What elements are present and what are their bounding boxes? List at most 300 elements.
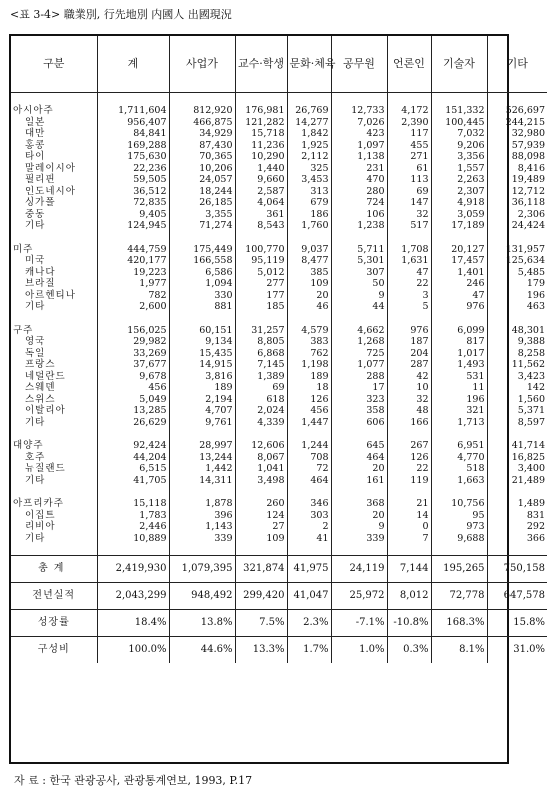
table-cell: 292 (487, 521, 547, 533)
table-cell: 647,578 (487, 583, 547, 610)
table-cell: 1,711,604 (97, 104, 169, 117)
table-cell: 69 (387, 186, 431, 198)
table-cell: 21,489 (487, 475, 547, 487)
table-cell: 195,265 (431, 556, 487, 583)
table-cell: 48 (387, 405, 431, 417)
table-cell: 288 (331, 371, 387, 383)
table-cell: 2,043,299 (97, 583, 169, 610)
row-label: 기타 (25, 532, 46, 544)
table-cell: 948,492 (169, 583, 235, 610)
table-cell: 6,951 (431, 439, 487, 452)
table-cell: 204 (387, 348, 431, 360)
table-row (11, 140, 547, 152)
table-cell: 17,457 (431, 255, 487, 267)
table-cell: 4,918 (431, 197, 487, 209)
table-cell: 396 (169, 510, 235, 522)
table-cell: 47 (431, 290, 487, 302)
table-cell: 1.0% (331, 637, 387, 664)
table-cell: 2,587 (235, 186, 287, 198)
table-cell: 307 (331, 267, 387, 279)
table-cell: 119 (387, 475, 431, 487)
table-cell: 6,099 (431, 324, 487, 337)
table-cell: 11,236 (235, 140, 287, 152)
table-row (11, 220, 547, 232)
table-cell: 339 (331, 533, 387, 545)
table-cell: 20 (331, 510, 387, 522)
table-cell: 196 (431, 394, 487, 406)
row-label: 리비아 (25, 521, 56, 532)
table-row (11, 452, 547, 464)
table-cell: 131,957 (487, 243, 547, 256)
table-cell: 185 (235, 301, 287, 313)
table-cell: 16,825 (487, 452, 547, 464)
table-cell: 385 (287, 267, 331, 279)
group-spacer (11, 232, 547, 243)
table-cell: 1,017 (431, 348, 487, 360)
table-cell: 14 (387, 510, 431, 522)
statistics-table (11, 36, 547, 663)
table-row (11, 267, 547, 279)
table-cell: 151,332 (431, 104, 487, 117)
table-cell: 50 (331, 278, 387, 290)
table-cell: 9,678 (97, 371, 169, 383)
table-row (11, 405, 547, 417)
table-cell: 31.0% (487, 637, 547, 664)
table-cell: 817 (431, 336, 487, 348)
table-cell: 1,493 (431, 359, 487, 371)
table-cell: -7.1% (331, 610, 387, 637)
table-cell: 724 (331, 197, 387, 209)
table-cell: 956,407 (97, 117, 169, 129)
table-cell: 4,770 (431, 452, 487, 464)
table-cell: 60,151 (169, 324, 235, 337)
row-label: 홍콩 (25, 139, 46, 151)
table-cell: 3,355 (169, 209, 235, 221)
table-cell: 313 (287, 186, 331, 198)
table-cell: 1,663 (431, 475, 487, 487)
table-cell: 117 (387, 128, 431, 140)
table-cell: 287 (387, 359, 431, 371)
table-cell: 37,677 (97, 359, 169, 371)
table-cell: 19,223 (97, 267, 169, 279)
table-cell: 33,269 (97, 348, 169, 360)
table-cell: 186 (287, 209, 331, 221)
table-cell: 2 (287, 521, 331, 533)
table-cell: 169,288 (97, 140, 169, 152)
table-row (11, 117, 547, 129)
table-cell: 244,215 (487, 117, 547, 129)
table-body (11, 93, 547, 664)
row-label: 인도네시아 (25, 185, 76, 197)
table-cell: 9,660 (235, 174, 287, 186)
table-row (11, 278, 547, 290)
table-cell: 267 (387, 439, 431, 452)
table-cell: 147 (387, 197, 431, 209)
region-total-row (11, 324, 547, 337)
table-cell: 1,440 (235, 163, 287, 175)
header-technician: 기술자 (431, 36, 487, 93)
table-cell: 10 (387, 382, 431, 394)
table-cell: 325 (287, 163, 331, 175)
table-cell: 113 (387, 174, 431, 186)
region-total-row (11, 104, 547, 117)
row-label: 필리핀 (25, 174, 56, 185)
row-label: 미국 (25, 255, 46, 266)
row-label: 일본 (25, 116, 46, 128)
table-cell: 100,445 (431, 117, 487, 129)
table-cell: 606 (331, 417, 387, 429)
table-cell: 444,759 (97, 243, 169, 256)
table-cell: 455 (387, 140, 431, 152)
table-cell: 8,597 (487, 417, 547, 429)
table-cell: 423 (331, 128, 387, 140)
table-cell: 48,301 (487, 324, 547, 337)
table-cell: 2,306 (487, 209, 547, 221)
table-cell: 260 (235, 497, 287, 510)
table-cell: 25,972 (331, 583, 387, 610)
row-label: 기타 (25, 301, 46, 312)
table-cell: 19,489 (487, 174, 547, 186)
table-cell: 18,244 (169, 186, 235, 198)
table-row (11, 348, 547, 360)
table-cell: 11 (431, 382, 487, 394)
table-cell: 517 (387, 220, 431, 232)
table-cell: 1,557 (431, 163, 487, 175)
table-cell: 109 (235, 533, 287, 545)
table-cell: 762 (287, 348, 331, 360)
table-cell: 9,037 (287, 243, 331, 256)
table-cell: 10,889 (97, 533, 169, 545)
table-cell: 1,389 (235, 371, 287, 383)
table-cell: 2,263 (431, 174, 487, 186)
table-cell: 831 (487, 510, 547, 522)
table-cell: 1,447 (287, 417, 331, 429)
table-cell: 26,769 (287, 104, 331, 117)
table-cell: 2,024 (235, 405, 287, 417)
table-cell: 7,144 (387, 556, 431, 583)
table-cell: 142 (487, 382, 547, 394)
table-cell: 124 (235, 510, 287, 522)
table-cell: 3,059 (431, 209, 487, 221)
row-label: 프랑스 (25, 359, 56, 370)
table-cell: 8,543 (235, 220, 287, 232)
table-cell: 645 (331, 439, 387, 452)
table-cell: 4,707 (169, 405, 235, 417)
table-cell: 92,424 (97, 439, 169, 452)
table-cell: 100.0% (97, 637, 169, 664)
row-label: 중동 (25, 208, 46, 220)
table-cell: 72,835 (97, 197, 169, 209)
table-cell: 1,977 (97, 278, 169, 290)
table-cell: 24,119 (331, 556, 387, 583)
table-row (11, 174, 547, 186)
table-cell: 5,301 (331, 255, 387, 267)
table-cell: 4,172 (387, 104, 431, 117)
table-cell: 179 (487, 278, 547, 290)
table-cell: 166,558 (169, 255, 235, 267)
table-cell: 303 (287, 510, 331, 522)
table-cell: 361 (235, 209, 287, 221)
table-cell: 277 (235, 278, 287, 290)
row-label: 영국 (25, 336, 46, 347)
header-other: 기타 (487, 36, 547, 93)
header-category: 구분 (11, 36, 97, 93)
row-label: 브라질 (25, 278, 56, 289)
table-cell: 1,442 (169, 463, 235, 475)
table-cell: 8,477 (287, 255, 331, 267)
row-label: 기타 (25, 416, 46, 428)
table-cell: 299,420 (235, 583, 287, 610)
table-cell: 14,311 (169, 475, 235, 487)
table-cell: 526,697 (487, 104, 547, 117)
table-cell: 466,875 (169, 117, 235, 129)
table-cell: 46 (287, 301, 331, 313)
table-cell: 100,770 (235, 243, 287, 256)
table-cell: 18 (287, 382, 331, 394)
table-cell: 4,339 (235, 417, 287, 429)
table-cell: 976 (387, 324, 431, 337)
table-cell: 323 (331, 394, 387, 406)
table-cell: 88,098 (487, 151, 547, 163)
table-cell: 2,600 (97, 301, 169, 313)
table-cell: 6,586 (169, 267, 235, 279)
table-cell: 72 (287, 463, 331, 475)
table-cell: 679 (287, 197, 331, 209)
table-cell: 271 (387, 151, 431, 163)
group-spacer (11, 313, 547, 324)
table-cell: 2.3% (287, 610, 331, 637)
table-cell: 976 (431, 301, 487, 313)
row-label: 아시아주 (13, 105, 54, 116)
table-cell: 470 (331, 174, 387, 186)
table-cell: 24,424 (487, 220, 547, 232)
table-cell: 15,118 (97, 497, 169, 510)
table-row (11, 336, 547, 348)
table-cell: 3,816 (169, 371, 235, 383)
table-cell: 121,282 (235, 117, 287, 129)
table-cell: 1,760 (287, 220, 331, 232)
table-cell: 9,688 (431, 533, 487, 545)
table-cell: 24,057 (169, 174, 235, 186)
table-cell: 187 (387, 336, 431, 348)
table-cell: 2,419,930 (97, 556, 169, 583)
table-cell: 1,842 (287, 128, 331, 140)
row-label: 미주 (13, 243, 34, 255)
table-cell: 87,430 (169, 140, 235, 152)
row-label: 아프리카주 (13, 498, 64, 509)
table-cell: 41,047 (287, 583, 331, 610)
table-cell: 32 (387, 394, 431, 406)
table-cell: 1,925 (287, 140, 331, 152)
row-label: 타이 (25, 151, 46, 162)
table-cell: 6,515 (97, 463, 169, 475)
group-spacer (11, 428, 547, 439)
table-cell: 26,629 (97, 417, 169, 429)
table-cell: 22,236 (97, 163, 169, 175)
group-spacer (11, 544, 547, 556)
table-cell: 346 (287, 497, 331, 510)
table-cell: 7,026 (331, 117, 387, 129)
table-row (11, 394, 547, 406)
table-cell: 44.6% (169, 637, 235, 664)
table-cell: 5,371 (487, 405, 547, 417)
summary-row (11, 583, 547, 610)
table-cell: 36,512 (97, 186, 169, 198)
table-cell: 41,714 (487, 439, 547, 452)
table-row (11, 290, 547, 302)
table-cell: 20 (287, 290, 331, 302)
table-cell: 1,560 (487, 394, 547, 406)
table-cell: 231 (331, 163, 387, 175)
table-cell: 177 (235, 290, 287, 302)
row-label: 네덜란드 (25, 370, 66, 382)
group-spacer (11, 486, 547, 497)
table-cell: 175,449 (169, 243, 235, 256)
table-cell: 13.8% (169, 610, 235, 637)
table-cell: 2,446 (97, 521, 169, 533)
table-row (11, 417, 547, 429)
header-press: 언론인 (387, 36, 431, 93)
table-cell: 1,097 (331, 140, 387, 152)
row-label: 대만 (25, 128, 46, 139)
row-label: 구주 (13, 324, 34, 336)
table-cell: 531 (431, 371, 487, 383)
table-cell: 3,400 (487, 463, 547, 475)
table-cell: 175,630 (97, 151, 169, 163)
header-professor-student: 교수·학생 (235, 36, 287, 93)
summary-row (11, 637, 547, 664)
table-cell: 41,975 (287, 556, 331, 583)
table-row (11, 533, 547, 545)
table-cell: 18.4% (97, 610, 169, 637)
table-cell: 8,012 (387, 583, 431, 610)
table-cell: 321,874 (235, 556, 287, 583)
table-cell: 1,238 (331, 220, 387, 232)
table-cell: 2,194 (169, 394, 235, 406)
table-cell: 109 (287, 278, 331, 290)
table-cell: 32,980 (487, 128, 547, 140)
table-cell: 246 (431, 278, 487, 290)
table-cell: 1,077 (331, 359, 387, 371)
table-cell: 9,134 (169, 336, 235, 348)
table-cell: 161 (331, 475, 387, 487)
table-cell: 2,390 (387, 117, 431, 129)
row-label: 구성비 (11, 637, 97, 664)
table-cell: 8,805 (235, 336, 287, 348)
table-row (11, 463, 547, 475)
table-cell: 44,204 (97, 452, 169, 464)
table-cell: 358 (331, 405, 387, 417)
table-cell: 17,189 (431, 220, 487, 232)
table-cell: 8,258 (487, 348, 547, 360)
row-label: 기타 (25, 220, 46, 231)
table-cell: 41,705 (97, 475, 169, 487)
table-cell: 4,662 (331, 324, 387, 337)
table-cell: 5,711 (331, 243, 387, 256)
table-cell: 368 (331, 497, 387, 510)
summary-row (11, 556, 547, 583)
table-cell: 463 (487, 301, 547, 313)
table-cell: 1,041 (235, 463, 287, 475)
row-label: 이탈리아 (25, 405, 66, 416)
table-cell: 31,257 (235, 324, 287, 337)
table-cell: 4,579 (287, 324, 331, 337)
table-cell: 9,761 (169, 417, 235, 429)
table-row (11, 255, 547, 267)
table-cell: 0 (387, 521, 431, 533)
table-cell: 5 (387, 301, 431, 313)
table-row (11, 521, 547, 533)
row-label: 전년실적 (11, 583, 97, 610)
table-cell: 9,405 (97, 209, 169, 221)
table-cell: 9,388 (487, 336, 547, 348)
table-cell: 59,505 (97, 174, 169, 186)
table-row (11, 382, 547, 394)
table-cell: 69 (235, 382, 287, 394)
summary-row (11, 610, 547, 637)
row-label: 성장률 (11, 610, 97, 637)
table-cell: 10,206 (169, 163, 235, 175)
table-cell: 12,712 (487, 186, 547, 198)
table-cell: 71,274 (169, 220, 235, 232)
table-cell: 14,277 (287, 117, 331, 129)
table-cell: 124,945 (97, 220, 169, 232)
table-cell: 1,143 (169, 521, 235, 533)
table-cell: 47 (387, 267, 431, 279)
table-cell: 7 (387, 533, 431, 545)
table-cell: 13.3% (235, 637, 287, 664)
table-row (11, 301, 547, 313)
header-total: 계 (97, 36, 169, 93)
header-businessman: 사업가 (169, 36, 235, 93)
table-cell: 166 (387, 417, 431, 429)
row-label: 독일 (25, 347, 46, 359)
table-cell: 3,423 (487, 371, 547, 383)
table-cell: 26,185 (169, 197, 235, 209)
table-cell: 782 (97, 290, 169, 302)
table-cell: 518 (431, 463, 487, 475)
table-cell: 5,012 (235, 267, 287, 279)
table-cell: 330 (169, 290, 235, 302)
table-cell: 10,756 (431, 497, 487, 510)
table-cell: 1,631 (387, 255, 431, 267)
table-cell: 17 (331, 382, 387, 394)
table-cell: 13,285 (97, 405, 169, 417)
table-cell: 126 (287, 394, 331, 406)
table-cell: 725 (331, 348, 387, 360)
row-label: 대양주 (13, 440, 44, 451)
table-cell: 5,049 (97, 394, 169, 406)
table-cell: 456 (97, 382, 169, 394)
table-cell: 41 (287, 533, 331, 545)
table-cell: 95 (431, 510, 487, 522)
table-row (11, 163, 547, 175)
table-cell: 420,177 (97, 255, 169, 267)
row-label: 스위스 (25, 393, 56, 405)
table-cell: 1,268 (331, 336, 387, 348)
table-cell: 1,878 (169, 497, 235, 510)
table-cell: 36,118 (487, 197, 547, 209)
header-row (11, 36, 547, 93)
table-cell: 8.1% (431, 637, 487, 664)
table-caption: <표 3-4> 職業別, 行先地別 内國人 出國現況 (10, 8, 232, 21)
table-row (11, 151, 547, 163)
table-cell: 15,435 (169, 348, 235, 360)
table-cell: 3,498 (235, 475, 287, 487)
table-cell: 2,112 (287, 151, 331, 163)
row-label: 싱가폴 (25, 197, 56, 208)
table-cell: 0.3% (387, 637, 431, 664)
